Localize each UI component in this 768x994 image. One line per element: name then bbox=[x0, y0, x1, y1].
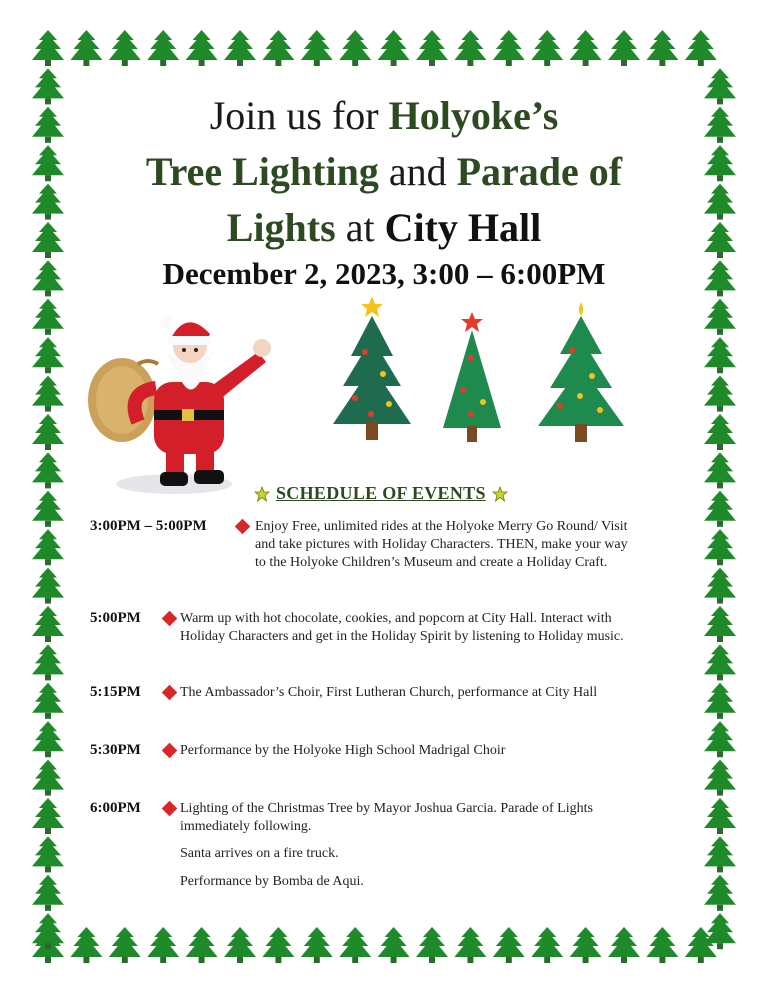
border-tree-icon bbox=[570, 927, 602, 963]
border-tree-icon bbox=[704, 376, 736, 412]
event-time: 5:00PM bbox=[90, 610, 141, 626]
border-tree-icon bbox=[32, 376, 64, 412]
event-description: Performance by the Holyoke High School Madrigal Choir bbox=[180, 743, 506, 758]
border-tree-icon bbox=[339, 30, 371, 66]
border-tree-icon bbox=[301, 927, 333, 963]
title-text: and bbox=[378, 149, 457, 194]
border-tree-icon bbox=[32, 568, 64, 604]
title-holyoke: Holyoke’s bbox=[388, 93, 559, 138]
border-tree-icon bbox=[685, 927, 717, 963]
border-tree-icon bbox=[704, 414, 736, 450]
santa-illustration bbox=[86, 312, 271, 502]
star-icon bbox=[254, 486, 270, 502]
border-tree-icon bbox=[570, 30, 602, 66]
border-tree-icon bbox=[301, 30, 333, 66]
title-tree-lighting: Tree Lighting bbox=[145, 149, 379, 194]
event-note: Santa arrives on a fire truck. bbox=[180, 846, 339, 861]
border-tree-icon bbox=[186, 30, 218, 66]
border-tree-icon bbox=[704, 299, 736, 335]
christmas-tree-icon bbox=[441, 310, 503, 444]
event-description: The Ambassador’s Choir, First Lutheran Church, performance at City Hall bbox=[180, 685, 598, 700]
border-tree-icon bbox=[32, 760, 64, 796]
title-line-2 bbox=[90, 144, 678, 200]
event-time: 3:00PM – 5:00PM bbox=[90, 518, 207, 534]
border-tree-icon bbox=[704, 760, 736, 796]
star-icon bbox=[492, 486, 508, 502]
diamond-bullet-icon bbox=[235, 519, 251, 535]
event-date: December 2, 2023, 3:00 – 6:00PM bbox=[162, 256, 606, 291]
border-tree-icon bbox=[704, 145, 736, 181]
border-tree-icon bbox=[32, 491, 64, 527]
border-tree-icon bbox=[704, 798, 736, 834]
event-row bbox=[90, 684, 680, 704]
title-line-1 bbox=[90, 88, 678, 144]
border-tree-icon bbox=[704, 875, 736, 911]
border-tree-icon bbox=[704, 606, 736, 642]
border-tree-icon bbox=[704, 337, 736, 373]
border-tree-icon bbox=[32, 68, 64, 104]
event-time: 6:00PM bbox=[90, 800, 141, 816]
border-tree-icon bbox=[454, 30, 486, 66]
border-tree-icon bbox=[109, 30, 141, 66]
border-tree-icon bbox=[454, 927, 486, 963]
border-tree-icon bbox=[646, 30, 678, 66]
border-tree-icon bbox=[70, 927, 102, 963]
border-tree-icon bbox=[646, 927, 678, 963]
title-text: at bbox=[335, 205, 385, 250]
border-tree-icon bbox=[704, 644, 736, 680]
border-tree-icon bbox=[32, 836, 64, 872]
border-tree-icon bbox=[32, 145, 64, 181]
border-tree-icon bbox=[685, 30, 717, 66]
border-tree-icon bbox=[416, 30, 448, 66]
border-tree-icon bbox=[32, 721, 64, 757]
border-tree-icon bbox=[32, 337, 64, 373]
border-tree-icon bbox=[704, 452, 736, 488]
diamond-bullet-icon bbox=[162, 743, 178, 759]
border-tree-icon bbox=[339, 927, 371, 963]
border-tree-icon bbox=[704, 721, 736, 757]
border-tree-icon bbox=[32, 452, 64, 488]
border-tree-icon bbox=[32, 913, 64, 949]
border-tree-icon bbox=[32, 683, 64, 719]
event-description: Lighting of the Christmas Tree by Mayor Joshua Garcia. Parade of Lights immediately following. bbox=[180, 801, 593, 834]
border-tree-icon bbox=[32, 184, 64, 220]
border-tree-icon bbox=[704, 107, 736, 143]
border-tree-icon bbox=[70, 30, 102, 66]
border-tree-icon bbox=[704, 222, 736, 258]
border-tree-icon bbox=[32, 798, 64, 834]
event-time: 5:30PM bbox=[90, 742, 141, 758]
border-tree-icon bbox=[32, 299, 64, 335]
diamond-bullet-icon bbox=[162, 611, 178, 627]
border-tree-icon bbox=[608, 927, 640, 963]
diamond-bullet-icon bbox=[162, 801, 178, 817]
title-lights: Lights bbox=[226, 205, 336, 250]
christmas-tree-icon bbox=[331, 294, 413, 444]
event-time: 5:15PM bbox=[90, 684, 141, 700]
border-tree-icon bbox=[186, 927, 218, 963]
schedule-heading-text: SCHEDULE OF EVENTS bbox=[276, 483, 486, 503]
border-tree-icon bbox=[262, 927, 294, 963]
border-tree-icon bbox=[32, 30, 64, 66]
event-note: Performance by Bomba de Aqui. bbox=[180, 874, 364, 889]
border-tree-icon bbox=[704, 529, 736, 565]
event-row bbox=[90, 518, 680, 578]
border-tree-icon bbox=[704, 260, 736, 296]
border-tree-icon bbox=[608, 30, 640, 66]
border-tree-icon bbox=[704, 683, 736, 719]
border-tree-icon bbox=[109, 927, 141, 963]
border-tree-icon bbox=[704, 184, 736, 220]
border-tree-icon bbox=[378, 30, 410, 66]
title-text: Join us for bbox=[209, 93, 389, 138]
border-tree-icon bbox=[32, 222, 64, 258]
border-tree-icon bbox=[416, 927, 448, 963]
border-tree-icon bbox=[531, 30, 563, 66]
border-tree-icon bbox=[493, 927, 525, 963]
border-tree-icon bbox=[32, 606, 64, 642]
title-parade-of: Parade of bbox=[456, 149, 623, 194]
border-tree-icon bbox=[262, 30, 294, 66]
border-tree-icon bbox=[32, 414, 64, 450]
border-tree-icon bbox=[32, 107, 64, 143]
border-tree-icon bbox=[531, 927, 563, 963]
border-tree-icon bbox=[32, 260, 64, 296]
title-line-3 bbox=[90, 200, 678, 256]
border-tree-icon bbox=[147, 927, 179, 963]
border-tree-icon bbox=[32, 875, 64, 911]
border-tree-icon bbox=[147, 30, 179, 66]
diamond-bullet-icon bbox=[162, 685, 178, 701]
schedule-heading bbox=[254, 483, 544, 504]
border-tree-icon bbox=[224, 927, 256, 963]
event-description: Enjoy Free, unlimited rides at the Holyoke Merry Go Round/ Visit and take pictures with Holiday Characters. THEN, make your way to the Holyoke Children’s Museum and create a Holiday Craft. bbox=[255, 519, 628, 570]
event-row bbox=[90, 610, 680, 650]
christmas-tree-icon bbox=[536, 300, 626, 444]
border-tree-icon bbox=[32, 644, 64, 680]
event-row bbox=[90, 742, 680, 762]
event-description: Warm up with hot chocolate, cookies, and popcorn at City Hall. Interact with Holiday Characters and get in the Holiday Spirit by listening to Holiday music. bbox=[180, 611, 624, 644]
border-tree-icon bbox=[378, 927, 410, 963]
border-tree-icon bbox=[704, 568, 736, 604]
border-tree-icon bbox=[704, 68, 736, 104]
event-row bbox=[90, 800, 680, 900]
border-tree-icon bbox=[704, 836, 736, 872]
border-tree-icon bbox=[493, 30, 525, 66]
border-tree-icon bbox=[32, 529, 64, 565]
title-city-hall: City Hall bbox=[384, 205, 542, 250]
border-tree-icon bbox=[224, 30, 256, 66]
border-tree-icon bbox=[704, 491, 736, 527]
